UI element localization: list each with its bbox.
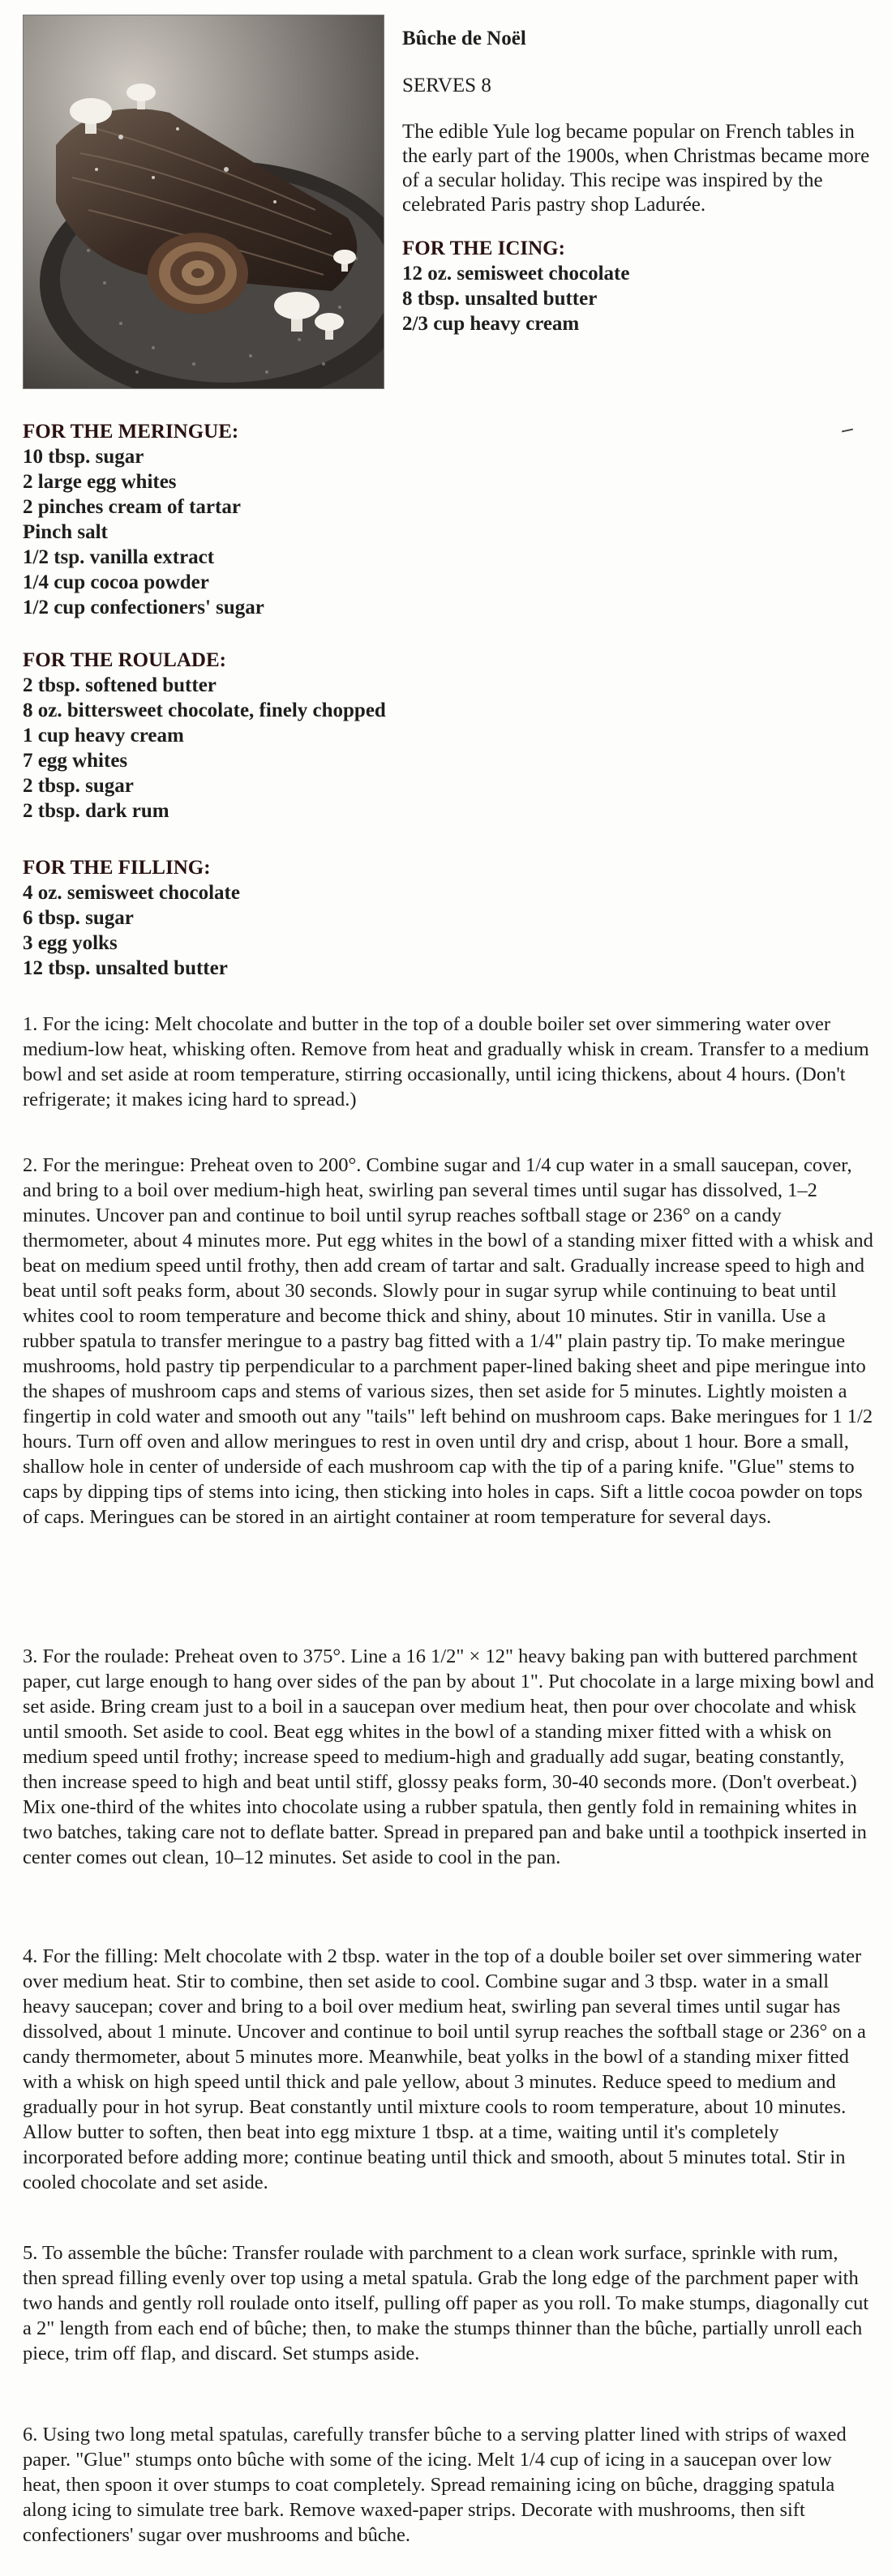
ingredient-item: 1/2 tsp. vanilla extract (23, 546, 215, 568)
icing-ingredients (402, 261, 873, 336)
step-1: 1. For the icing: Melt chocolate and butter in the top of a double boiler set over simmering water over medium-low heat, whisking often. Remove from heat and gradually whisk in cream. Transfer to a medium bowl and set aside at room temperature, stirring occasionally, until icing thickens, about 4 hours. (Don't refrigerate; it makes icing hard to spread.) (23, 1013, 869, 1110)
recipe-serves: SERVES 8 (402, 75, 491, 96)
ingredient-item: 1/4 cup cocoa powder (23, 571, 209, 593)
ingredient-item: 6 tbsp. sugar (23, 907, 134, 929)
ingredient-item: 2 large egg whites (23, 471, 177, 493)
ingredient-item: 8 oz. bittersweet chocolate, finely chopped (23, 700, 386, 721)
buche-de-noel-photo-icon (24, 15, 384, 388)
ingredient-item: 12 oz. semisweet chocolate (402, 263, 630, 285)
step-2: 2. For the meringue: Preheat oven to 200°. Combine sugar and 1/4 cup water in a small saucepan, cover, and bring to a boil over medium-high heat, swirling pan several times until sugar has dissolved, 1–2 minutes. Uncover pan and continue to boil until syrup reaches softball stage or 236° on a candy thermometer, about 4 minutes more. Put egg whites in the bowl of a standing mixer fitted with a whisk and beat on medium speed until frothy, then add cream of tartar and salt. Gradually increase speed to high and beat until soft peaks form, about 30 seconds. Slowly pour in sugar syrup while continuing to beat until whites cool to room temperature and become thick and shiny, about 10 minutes. Stir in vanilla. Use a rubber spatula to transfer meringue to a pastry bag fitted with a 1/4" plain pastry tip. To make meringue mushrooms, hold pastry tip perpendicular to a parchment paper-lined baking sheet and pipe meringue into the shapes of mushroom caps and stems of various sizes, then set aside for 5 minutes. Lightly moisten a fingertip in cold water and smooth out any "tails" left behind on mushroom caps. Bake meringues for 1 1/2 hours. Turn off oven and allow meringues to rest in oven until dry and crisp, about 1 hour. Bore a small, shallow hole in center of underside of each mushroom cap with the tip of a paring knife. "Glue" stems to caps by dipping tips of stems into icing, then sticking into holes in caps. Sift a little cocoa powder on tops of caps. Meringues can be stored in an airtight container at room temperature for several days. (23, 1154, 873, 1528)
ingredient-item: 8 tbsp. unsalted butter (402, 288, 598, 310)
step-4: 4. For the filling: Melt chocolate with 2 tbsp. water in the top of a double boiler set over simmering water over medium heat. Stir to combine, then set aside to cool. Combine sugar and 3 tbsp. water in a small heavy saucepan; cover and bring to a boil over medium heat, swirling pan several times until sugar has dissolved, about 1 minute. Uncover and continue to boil until syrup reaches the softball stage or 236° on a candy thermometer, about 5 minutes more. Meanwhile, beat yolks in the bowl of a standing mixer fitted with a whisk on high speed until thick and pale yellow, about 3 minutes. Reduce speed to medium and gradually pour in hot syrup. Beat constantly until mixture cools to room temperature, about 10 minutes. Allow butter to soften, then beat into egg mixture 1 tbsp. at a time, waiting until it's completely incorporated before adding more; continue beating until thick and smooth, about 5 minutes total. Stir in cooled chocolate and set aside. (23, 1945, 866, 2193)
ingredient-item: 2 tbsp. sugar (23, 775, 134, 797)
ingredient-item: 10 tbsp. sugar (23, 446, 144, 468)
ingredient-item: 2 tbsp. dark rum (23, 800, 169, 822)
step-3: 3. For the roulade: Preheat oven to 375°. Line a 16 1/2" × 12" heavy baking pan with buttered parchment paper, cut large enough to hang over sides of the pan by about 1". Put chocolate in a large mixing bowl and set aside. Bring cream just to a boil in a saucepan over medium heat, then pour over chocolate and whisk until smooth. Set aside to cool. Beat egg whites in the bowl of a standing mixer fitted with a whisk on medium speed until frothy; increase speed to medium-high and gradually add sugar, beating constantly, then increase speed to high and beat until stiff, glossy peaks form, 30-40 seconds more. (Don't overbeat.) Mix one-third of the whites into chocolate using a rubber spatula, then gently fold in remaining whites in two batches, taking care not to deflate batter. Spread in prepared pan and bake until a toothpick inserted in center comes out clean, 10–12 minutes. Set aside to cool in the pan. (23, 1645, 874, 1868)
icing-heading: FOR THE ICING: (402, 237, 565, 259)
filling-heading: FOR THE FILLING: (23, 857, 211, 879)
step-5: 5. To assemble the bûche: Transfer roulade with parchment to a clean work surface, sprinkle with rum, then spread filling evenly over top using a metal spatula. Grab the long edge of the parchment paper with two hands and gently roll roulade onto itself, pulling off paper as you roll. To make stumps, diagonally cut a 2" length from each end of bûche; then, to make the stumps thinner than the bûche, partially unroll each piece, trim off flap, and discard. Set stumps aside. (23, 2242, 869, 2364)
meringue-heading: FOR THE MERINGUE: (23, 421, 239, 443)
buche-de-noel-photo (23, 15, 384, 389)
ingredient-item: 2 pinches cream of tartar (23, 496, 241, 518)
ingredient-item: 7 egg whites (23, 750, 128, 772)
ingredient-item: 2 tbsp. softened butter (23, 674, 217, 696)
filling-section (23, 856, 874, 981)
ingredient-item: Pinch salt (23, 521, 108, 543)
recipe-title: Bûche de Noël (402, 28, 526, 49)
ingredient-item: 4 oz. semisweet chocolate (23, 882, 240, 904)
meringue-section (23, 420, 874, 620)
ingredient-item: 1 cup heavy cream (23, 725, 184, 747)
ingredient-item: 3 egg yolks (23, 932, 118, 954)
step-6: 6. Using two long metal spatulas, carefully transfer bûche to a serving platter lined with strips of waxed paper. "Glue" stumps onto bûche with some of the icing. Melt 1/4 cup of icing in a saucepan over low heat, then spoon it over stumps to coat completely. Spread remaining icing on bûche, dragging spatula along icing to simulate tree bark. Remove waxed-paper strips. Decorate with mushrooms, then sift confectioners' sugar over mushrooms and bûche. (23, 2424, 847, 2546)
roulade-ingredients (23, 673, 874, 824)
roulade-heading: FOR THE ROULADE: (23, 649, 226, 671)
ingredient-item: 1/2 cup confectioners' sugar (23, 597, 264, 618)
filling-ingredients (23, 880, 874, 981)
recipe-intro: The edible Yule log became popular on French tables in the early part of the 1900s, when Christmas became more of a secular holiday. This recipe was inspired by the celebrated Paris pastry shop Ladurée. (402, 121, 870, 216)
ingredient-item: 2/3 cup heavy cream (402, 313, 580, 335)
roulade-section (23, 648, 874, 824)
meringue-ingredients (23, 444, 874, 620)
ingredient-item: 12 tbsp. unsalted butter (23, 957, 228, 979)
recipe-header (402, 28, 873, 336)
